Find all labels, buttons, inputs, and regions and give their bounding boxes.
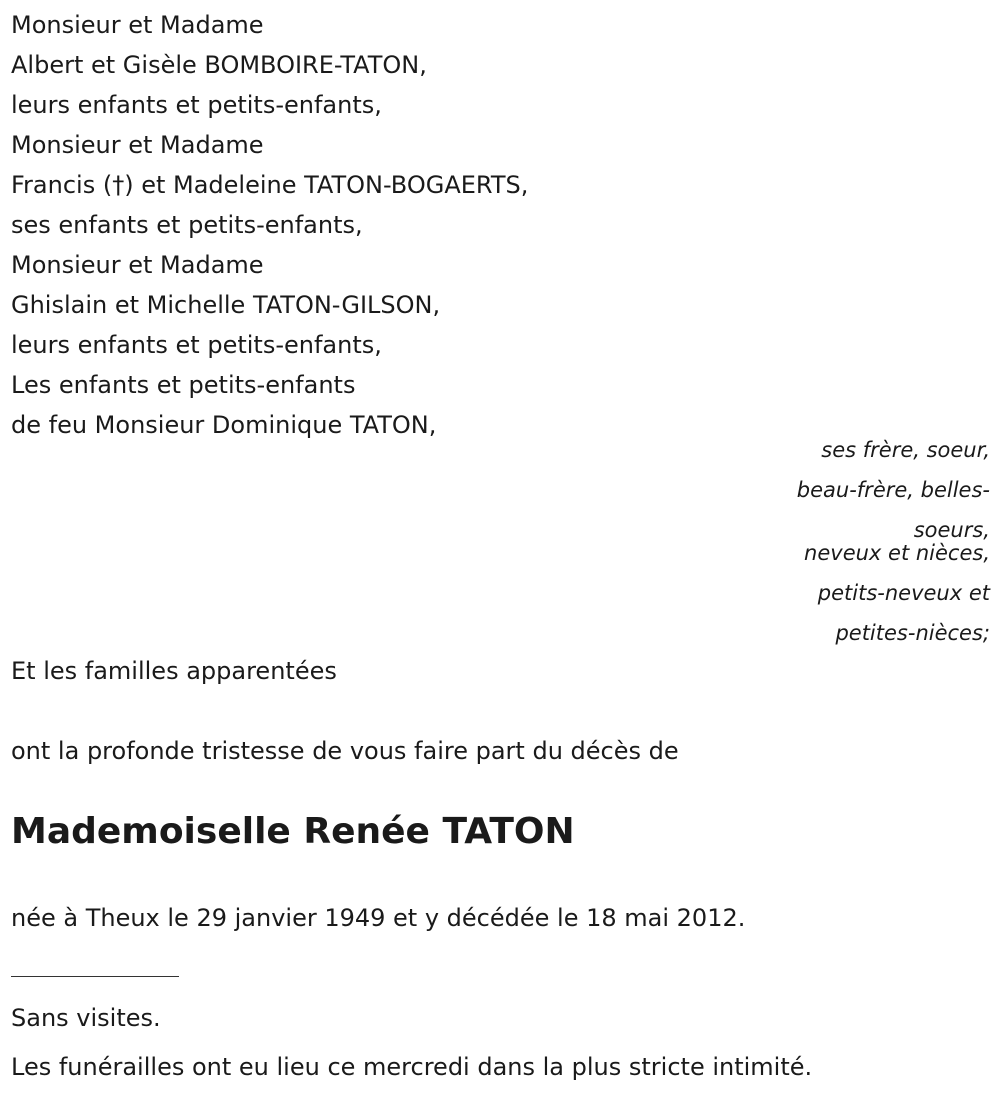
family-line: Francis (†) et Madeleine TATON-BOGAERTS, [11, 171, 529, 199]
family-line: Albert et Gisèle BOMBOIRE-TATON, [11, 51, 427, 79]
deceased-name: Mademoiselle Renée TATON [11, 811, 575, 852]
family-line: leurs enfants et petits-enfants, [11, 331, 382, 359]
family-line: Monsieur et Madame [11, 131, 264, 159]
relation-line: soeurs, [913, 518, 990, 542]
family-line: leurs enfants et petits-enfants, [11, 91, 382, 119]
family-line: ses enfants et petits-enfants, [11, 211, 363, 239]
birth-death-dates: née à Theux le 29 janvier 1949 et y décédée le 18 mai 2012. [11, 904, 746, 932]
funeral-info: Les funérailles ont eu lieu ce mercredi dans la plus stricte intimité. [11, 1053, 813, 1081]
family-line: Monsieur et Madame [11, 11, 264, 39]
family-line: Ghislain et Michelle TATON-GILSON, [11, 291, 441, 319]
family-line: Les enfants et petits-enfants [11, 371, 356, 399]
separator-line [11, 976, 179, 977]
no-visits: Sans visites. [11, 1004, 161, 1032]
relation-line: beau-frère, belles- [796, 478, 990, 502]
related-families: Et les familles apparentées [11, 657, 337, 685]
relation-line: neveux et nièces, [804, 541, 990, 565]
family-line: de feu Monsieur Dominique TATON, [11, 411, 437, 439]
relation-line: ses frère, soeur, [821, 438, 990, 462]
family-line: Monsieur et Madame [11, 251, 264, 279]
relation-line: petites-nièces; [835, 621, 990, 645]
announcement: ont la profonde tristesse de vous faire part du décès de [11, 737, 679, 765]
relation-line: petits-neveux et [817, 581, 990, 605]
